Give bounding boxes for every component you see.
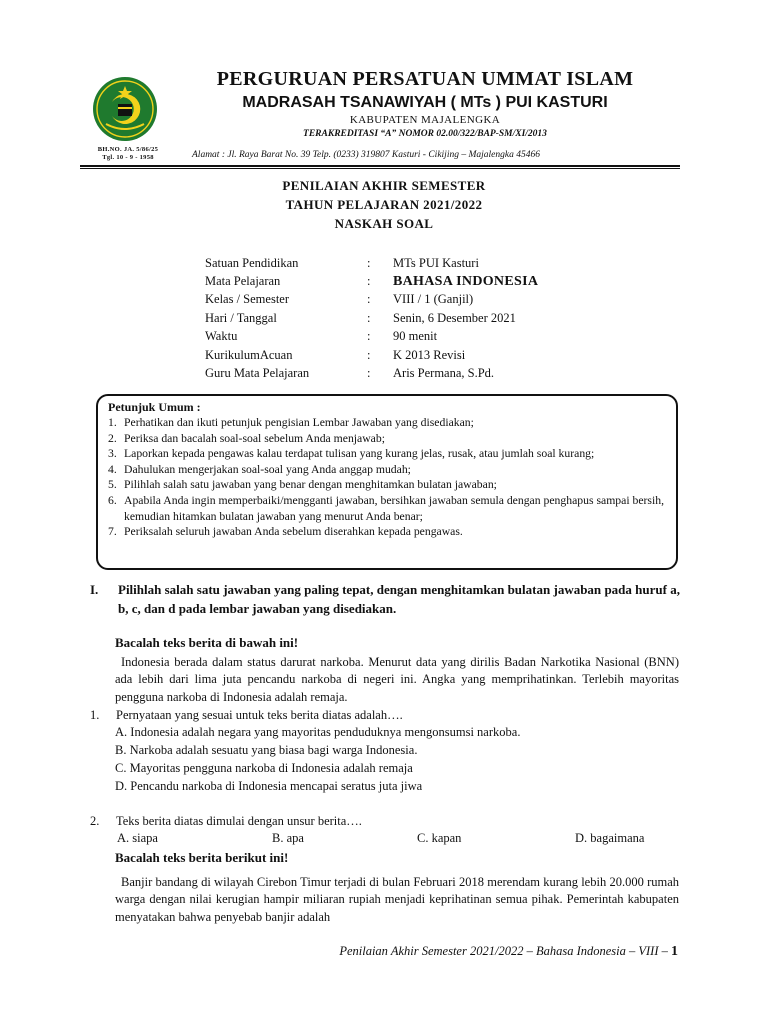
answer-option[interactable]: B. Narkoba adalah sesuatu yang biasa bagi warga Indonesia. — [115, 743, 418, 757]
logo-caption-date: Tgl. 10 - 9 - 1958 — [102, 154, 154, 161]
info-label: Waktu — [205, 329, 238, 344]
instruction-item — [108, 477, 664, 493]
instruction-text: Dahulukan mengerjakan soal-soal yang Anda anggap mudah; — [124, 462, 411, 476]
info-sep: : — [367, 329, 371, 344]
answer-option[interactable]: C. Mayoritas pengguna narkoba di Indonesia adalah remaja — [115, 761, 413, 775]
reading-heading-2: Bacalah teks berita berikut ini! — [115, 850, 289, 865]
info-label: Hari / Tanggal — [205, 310, 277, 325]
info-value: Aris Permana, S.Pd. — [393, 366, 495, 381]
info-row — [205, 254, 625, 272]
instruction-number: 4. — [108, 462, 117, 476]
instructions-list — [108, 415, 664, 540]
info-label: Satuan Pendidikan — [205, 255, 299, 270]
reading-text-1: Indonesia berada dalam status darurat narkoba. Menurut data yang dirilis Badan Narkotika Nasional (BNN) ada lebih dari lima juta pencandu narkoba di negeri ini. Angka yang memprihatinkan. Terlebih mayoritas pengguna narkoba di Indonesia adalah remaja. — [115, 655, 679, 704]
page-number: 1 — [671, 944, 678, 959]
instruction-item — [108, 431, 664, 447]
header-rule-thick — [80, 165, 680, 167]
question-number: 2. — [90, 814, 100, 828]
exam-paper-title: NASKAH SOAL — [334, 216, 434, 231]
info-row — [205, 291, 625, 309]
exam-info-table — [205, 254, 625, 383]
answer-option[interactable]: A. siapa — [117, 831, 158, 845]
instruction-text: Pilihlah salah satu jawaban yang benar dengan menghitamkan bulatan jawaban; — [124, 478, 497, 492]
info-label: Mata Pelajaran — [205, 274, 281, 289]
madrasah-emblem-icon — [92, 76, 158, 142]
info-value: 90 menit — [393, 329, 438, 344]
question-1-options — [115, 723, 675, 795]
school-name: MADRASAH TSANAWIYAH ( MTs ) PUI KASTURI — [242, 94, 608, 111]
instruction-text: Apabila Anda ingin memperbaiki/mengganti jawaban, bersihkan jawaban semula dengan penghapus sampai bersih, kemudian hitamkan bulatan jawaban yang menurut Anda benar; — [124, 493, 664, 523]
answer-option[interactable]: C. kapan — [417, 831, 462, 845]
instruction-item — [108, 462, 664, 478]
question-2 — [90, 814, 680, 829]
answer-option[interactable]: A. Indonesia adalah negara yang mayoritas penduduknya mengonsumsi narkoba. — [115, 725, 521, 739]
instruction-number: 6. — [108, 493, 117, 507]
info-value: VIII / 1 (Ganjil) — [393, 292, 474, 307]
accreditation-line: TERAKREDITASI “A” NOMOR 02.00/322/BAP-SM/XI/2013 — [303, 129, 547, 139]
institution-name: PERGURUAN PERSATUAN UMMAT ISLAM — [216, 68, 634, 90]
info-sep: : — [367, 347, 371, 362]
question-text: Teks berita diatas dimulai dengan unsur berita…. — [116, 814, 362, 828]
info-value: K 2013 Revisi — [393, 347, 466, 362]
instruction-number: 2. — [108, 431, 117, 445]
footer-text: Penilaian Akhir Semester 2021/2022 – Bahasa Indonesia – VIII – — [339, 944, 671, 958]
instruction-text: Periksa dan bacalah soal-soal sebelum Anda menjawab; — [124, 431, 385, 445]
instruction-text: Laporkan kepada pengawas kalau terdapat tulisan yang kurang jelas, rusak, atau jumlah soal kurang; — [124, 447, 595, 461]
info-sep: : — [367, 310, 371, 325]
info-row — [205, 309, 625, 327]
instruction-number: 5. — [108, 478, 117, 492]
info-value: BAHASA INDONESIA — [393, 273, 539, 289]
instruction-item — [108, 415, 664, 431]
instruction-item — [108, 524, 664, 540]
instruction-item — [108, 446, 664, 462]
info-row — [205, 328, 625, 346]
logo-caption — [78, 146, 178, 162]
section-instruction — [90, 580, 680, 618]
info-label: Kelas / Semester — [205, 292, 290, 307]
info-row — [205, 346, 625, 364]
answer-option[interactable]: B. apa — [272, 831, 304, 845]
instruction-number: 1. — [108, 416, 117, 429]
instruction-text: Perhatikan dan ikuti petunjuk pengisian Lembar Jawaban yang disediakan; — [124, 416, 474, 429]
regency-name: KABUPATEN MAJALENGKA — [349, 114, 501, 126]
reading-text-2: Banjir bandang di wilayah Cirebon Timur terjadi di bulan Februari 2018 merendam kurang lebih 20.000 rumah warga dengan nilai kerugian hampir miliaran rupiah menjadi keprihatinan semua pihak. Pemerintah kabupaten menyatakan bahwa penyebab banjir adalah — [115, 875, 679, 924]
info-sep: : — [367, 274, 371, 289]
info-value: Senin, 6 Desember 2021 — [393, 310, 516, 325]
info-sep: : — [367, 366, 371, 381]
page-footer — [339, 944, 678, 960]
question-text: Pernyataan yang sesuai untuk teks berita diatas adalah…. — [116, 708, 403, 722]
section-number: I. — [90, 582, 99, 597]
header-rule-thin — [80, 168, 680, 169]
answer-option[interactable]: D. Pencandu narkoba di Indonesia mencapai seratus juta jiwa — [115, 779, 423, 793]
instruction-item — [108, 493, 664, 524]
instruction-number: 3. — [108, 447, 117, 461]
instruction-text: Periksalah seluruh jawaban Anda sebelum diserahkan kepada pengawas. — [124, 525, 463, 539]
info-row — [205, 364, 625, 382]
section-text: Pilihlah salah satu jawaban yang paling tepat, dengan menghitamkan bulatan jawaban pada huruf a, b, c, dan d pada lembar jawaban yang disediakan. — [118, 582, 680, 616]
info-sep: : — [367, 255, 371, 270]
info-label: KurikulumAcuan — [205, 347, 293, 362]
info-sep: : — [367, 292, 371, 307]
instruction-number: 7. — [108, 525, 117, 539]
info-label: Guru Mata Pelajaran — [205, 366, 310, 381]
exam-title: PENILAIAN AKHIR SEMESTER — [282, 178, 486, 193]
academic-year-title: TAHUN PELAJARAN 2021/2022 — [285, 197, 483, 212]
info-value: MTs PUI Kasturi — [393, 255, 479, 270]
question-1 — [90, 708, 680, 723]
question-number: 1. — [90, 708, 100, 722]
info-row — [205, 272, 625, 290]
reading-heading-1: Bacalah teks berita di bawah ini! — [115, 635, 299, 650]
answer-option[interactable]: D. bagaimana — [575, 831, 645, 845]
instructions-title: Petunjuk Umum : — [108, 400, 201, 414]
logo-caption-reg: BH.NO. JA. 5/86/25 — [97, 146, 159, 153]
address-line: Alamat : Jl. Raya Barat No. 39 Telp. (0233) 319807 Kasturi - Cikijing – Majalengka 45466 — [192, 150, 540, 160]
